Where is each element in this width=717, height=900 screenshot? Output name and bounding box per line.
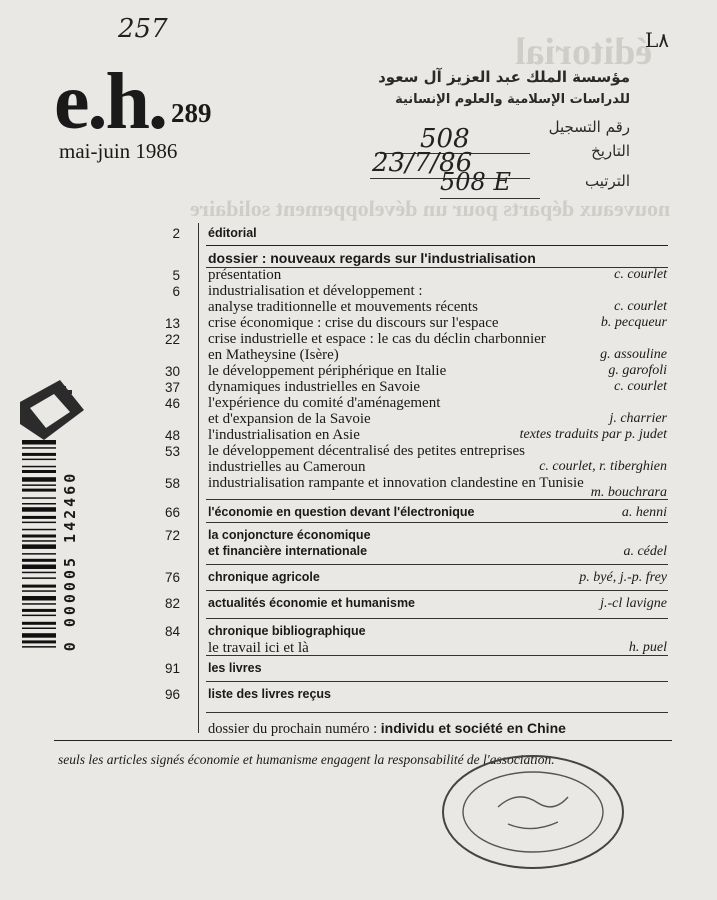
barcode-bar: [22, 484, 56, 486]
section-page: 82: [164, 596, 180, 611]
section-rule: [206, 499, 668, 500]
barcode-bar: [22, 544, 56, 549]
barcode-bar: [22, 615, 56, 617]
section-page: 96: [164, 687, 180, 702]
issue-date: mai-juin 1986: [59, 139, 178, 163]
section-author: p. byé, j.-p. frey: [579, 570, 667, 585]
section-title: chronique bibliographique: [208, 624, 366, 638]
stamp-line-4: التاريخ: [591, 142, 630, 160]
section-rule: [206, 590, 668, 591]
journal-logo: e.h.: [54, 58, 166, 146]
barcode: [22, 440, 82, 680]
dossier-entry-page: 30: [164, 364, 180, 379]
barcode-bar: [22, 477, 56, 482]
section-rule: [206, 712, 668, 713]
dossier-entry-title: industrialisation et développement :: [208, 283, 423, 299]
dossier-entry-title: le développement périphérique en Italie: [208, 363, 447, 379]
barcode-bar: [22, 516, 56, 519]
section-page: 66: [164, 505, 180, 520]
dossier-entry-page: 53: [164, 444, 180, 459]
barcode-bar: [22, 622, 56, 625]
dossier-entry-page: 22: [164, 332, 180, 347]
dossier-entry-author: g. garofoli: [608, 363, 667, 378]
section-author: j.-cl lavigne: [600, 596, 667, 611]
barcode-bar: [22, 540, 56, 542]
section-title: liste des livres reçus: [208, 687, 331, 701]
barcode-digits: 0 000005 142460: [61, 470, 79, 652]
dossier-entry-page: 58: [164, 476, 180, 491]
barcode-bar: [22, 646, 56, 648]
barcode-bar: [22, 440, 56, 445]
barcode-bar: [22, 577, 56, 579]
toc-divider: [198, 223, 199, 733]
section-author: h. puel: [628, 640, 667, 655]
section-subtitle: et financière internationale: [208, 544, 368, 558]
dossier-entry-page: 5: [172, 268, 180, 283]
dossier-entry-author: g. assouline: [600, 347, 667, 362]
dossier-entry-page: 13: [164, 316, 180, 331]
barcode-bar: [22, 609, 56, 612]
section-author: a. henni: [621, 505, 667, 520]
page-editorial: 2: [172, 226, 180, 241]
dossier-entry-author: c. courlet: [614, 379, 667, 394]
section-rule: [206, 618, 668, 619]
dossier-heading: dossier : nouveaux regards sur l'industrialisation: [208, 250, 536, 266]
barcode-bar: [22, 470, 56, 473]
dossier-entry-author: b. pecqueur: [600, 315, 667, 330]
section-title: les livres: [208, 661, 262, 675]
stamp-line-3: رقم التسجيل: [548, 118, 630, 136]
dossier-entry-title: présentation: [208, 267, 282, 283]
dossier-entry-title: l'expérience du comité d'aménagement: [208, 395, 441, 411]
dossier-entry-page: 48: [164, 428, 180, 443]
barcode-bar: [22, 603, 56, 605]
section-author: a. cédel: [623, 544, 667, 559]
dossier-entry-title: en Matheysine (Isère): [208, 347, 339, 363]
dossier-entry-author: c. courlet, r. tiberghien: [539, 459, 667, 474]
dossier-entry-title: crise économique : crise du discours sur l'espace: [208, 315, 499, 331]
toc-editorial: éditorial: [208, 226, 257, 240]
dossier-entry-title: industrialisation rampante et innovation clandestine en Tunisie: [208, 475, 584, 491]
barcode-bar: [22, 489, 56, 492]
next-issue-theme: individu et société en Chine: [380, 720, 566, 736]
barcode-bar: [22, 497, 56, 499]
dossier-entry-page: 6: [172, 284, 180, 299]
dossier-entry-author: m. bouchrara: [590, 485, 667, 500]
dossier-entry-page: 46: [164, 396, 180, 411]
ghost-editorial-subtitle: nouveaux départs pour un développement solidaire: [190, 196, 671, 221]
barcode-bar: [22, 535, 56, 538]
barcode-bar: [22, 447, 56, 449]
barcode-bar: [22, 633, 56, 638]
dossier-entry-author: j. charrier: [609, 411, 667, 426]
handwritten-number: 257: [118, 14, 168, 44]
section-title: actualités économie et humanisme: [208, 596, 416, 610]
dossier-entry-title: le développement décentralisé des petites entreprises: [208, 443, 525, 459]
next-issue-prefix: dossier du prochain numéro :: [208, 721, 378, 737]
barcode-bar: [22, 640, 56, 643]
dossier-entry-title: l'industrialisation en Asie: [208, 427, 360, 443]
barcode-bar: [22, 507, 56, 512]
section-page: 76: [164, 570, 180, 585]
barcode-bar: [22, 503, 56, 505]
issue-number: 289: [171, 98, 212, 128]
barcode-bar: [22, 565, 56, 570]
section-page: 91: [164, 661, 180, 676]
dossier-entry-title: industrielles au Cameroun: [208, 459, 366, 475]
barcode-bar: [22, 553, 56, 555]
barcode-bar: [22, 559, 56, 562]
dossier-entry-page: 37: [164, 380, 180, 395]
dossier-entry-title: analyse traditionnelle et mouvements récents: [208, 299, 478, 315]
section-title: la conjoncture économique: [208, 528, 371, 542]
barcode-bar: [22, 590, 56, 592]
dossier-entry-author: c. courlet: [614, 267, 667, 282]
next-issue: [208, 720, 566, 738]
barcode-bar: [22, 466, 56, 468]
dossier-entry-title: crise industrielle et espace : le cas du déclin charbonnier: [208, 331, 546, 347]
dossier-entry-author: c. courlet: [614, 299, 667, 314]
stamp-line-5: الترتيب: [585, 172, 630, 190]
footer-disclaimer: seuls les articles signés économie et humanisme engagent la responsabilité de l'association.: [58, 752, 555, 767]
ghost-editorial-title: éditorial: [515, 31, 653, 73]
stamp-line-1: مؤسسة الملك عبد العزيز آل سعود: [378, 68, 630, 86]
stamp-line-2: للدراسات الإسلامية والعلوم الإنسانية: [395, 92, 630, 107]
publisher-logo-icon: [20, 380, 84, 440]
section-rule: [206, 681, 668, 682]
section-title: chronique agricole: [208, 570, 320, 584]
handwritten-corner-code: L۸: [645, 28, 670, 52]
barcode-bar: [22, 459, 56, 461]
barcode-bar: [22, 453, 56, 456]
barcode-bar: [22, 585, 56, 588]
barcode-bar: [22, 529, 56, 531]
section-rule: [206, 522, 668, 523]
section-page: 72: [164, 528, 180, 543]
dossier-entry-author: textes traduits par p. judet: [519, 427, 667, 442]
dossier-entry-title: dynamiques industrielles en Savoie: [208, 379, 421, 395]
section-title: l'économie en question devant l'électronique: [208, 505, 475, 519]
stamp-registration-number: 508: [420, 124, 470, 154]
section-rule: [206, 564, 668, 565]
section-page: 84: [164, 624, 180, 639]
barcode-bar: [22, 628, 56, 630]
round-stamp-icon: [438, 752, 628, 872]
barcode-bar: [22, 596, 56, 601]
barcode-bar: [22, 522, 56, 524]
section-subtitle: le travail ici et là: [208, 640, 309, 656]
stamp-date: 23/7/86: [372, 148, 473, 178]
section-rule: [206, 655, 668, 656]
dossier-entry-title: et d'expansion de la Savoie: [208, 411, 371, 427]
barcode-bar: [22, 572, 56, 574]
stamp-order: 508 E: [440, 168, 511, 196]
